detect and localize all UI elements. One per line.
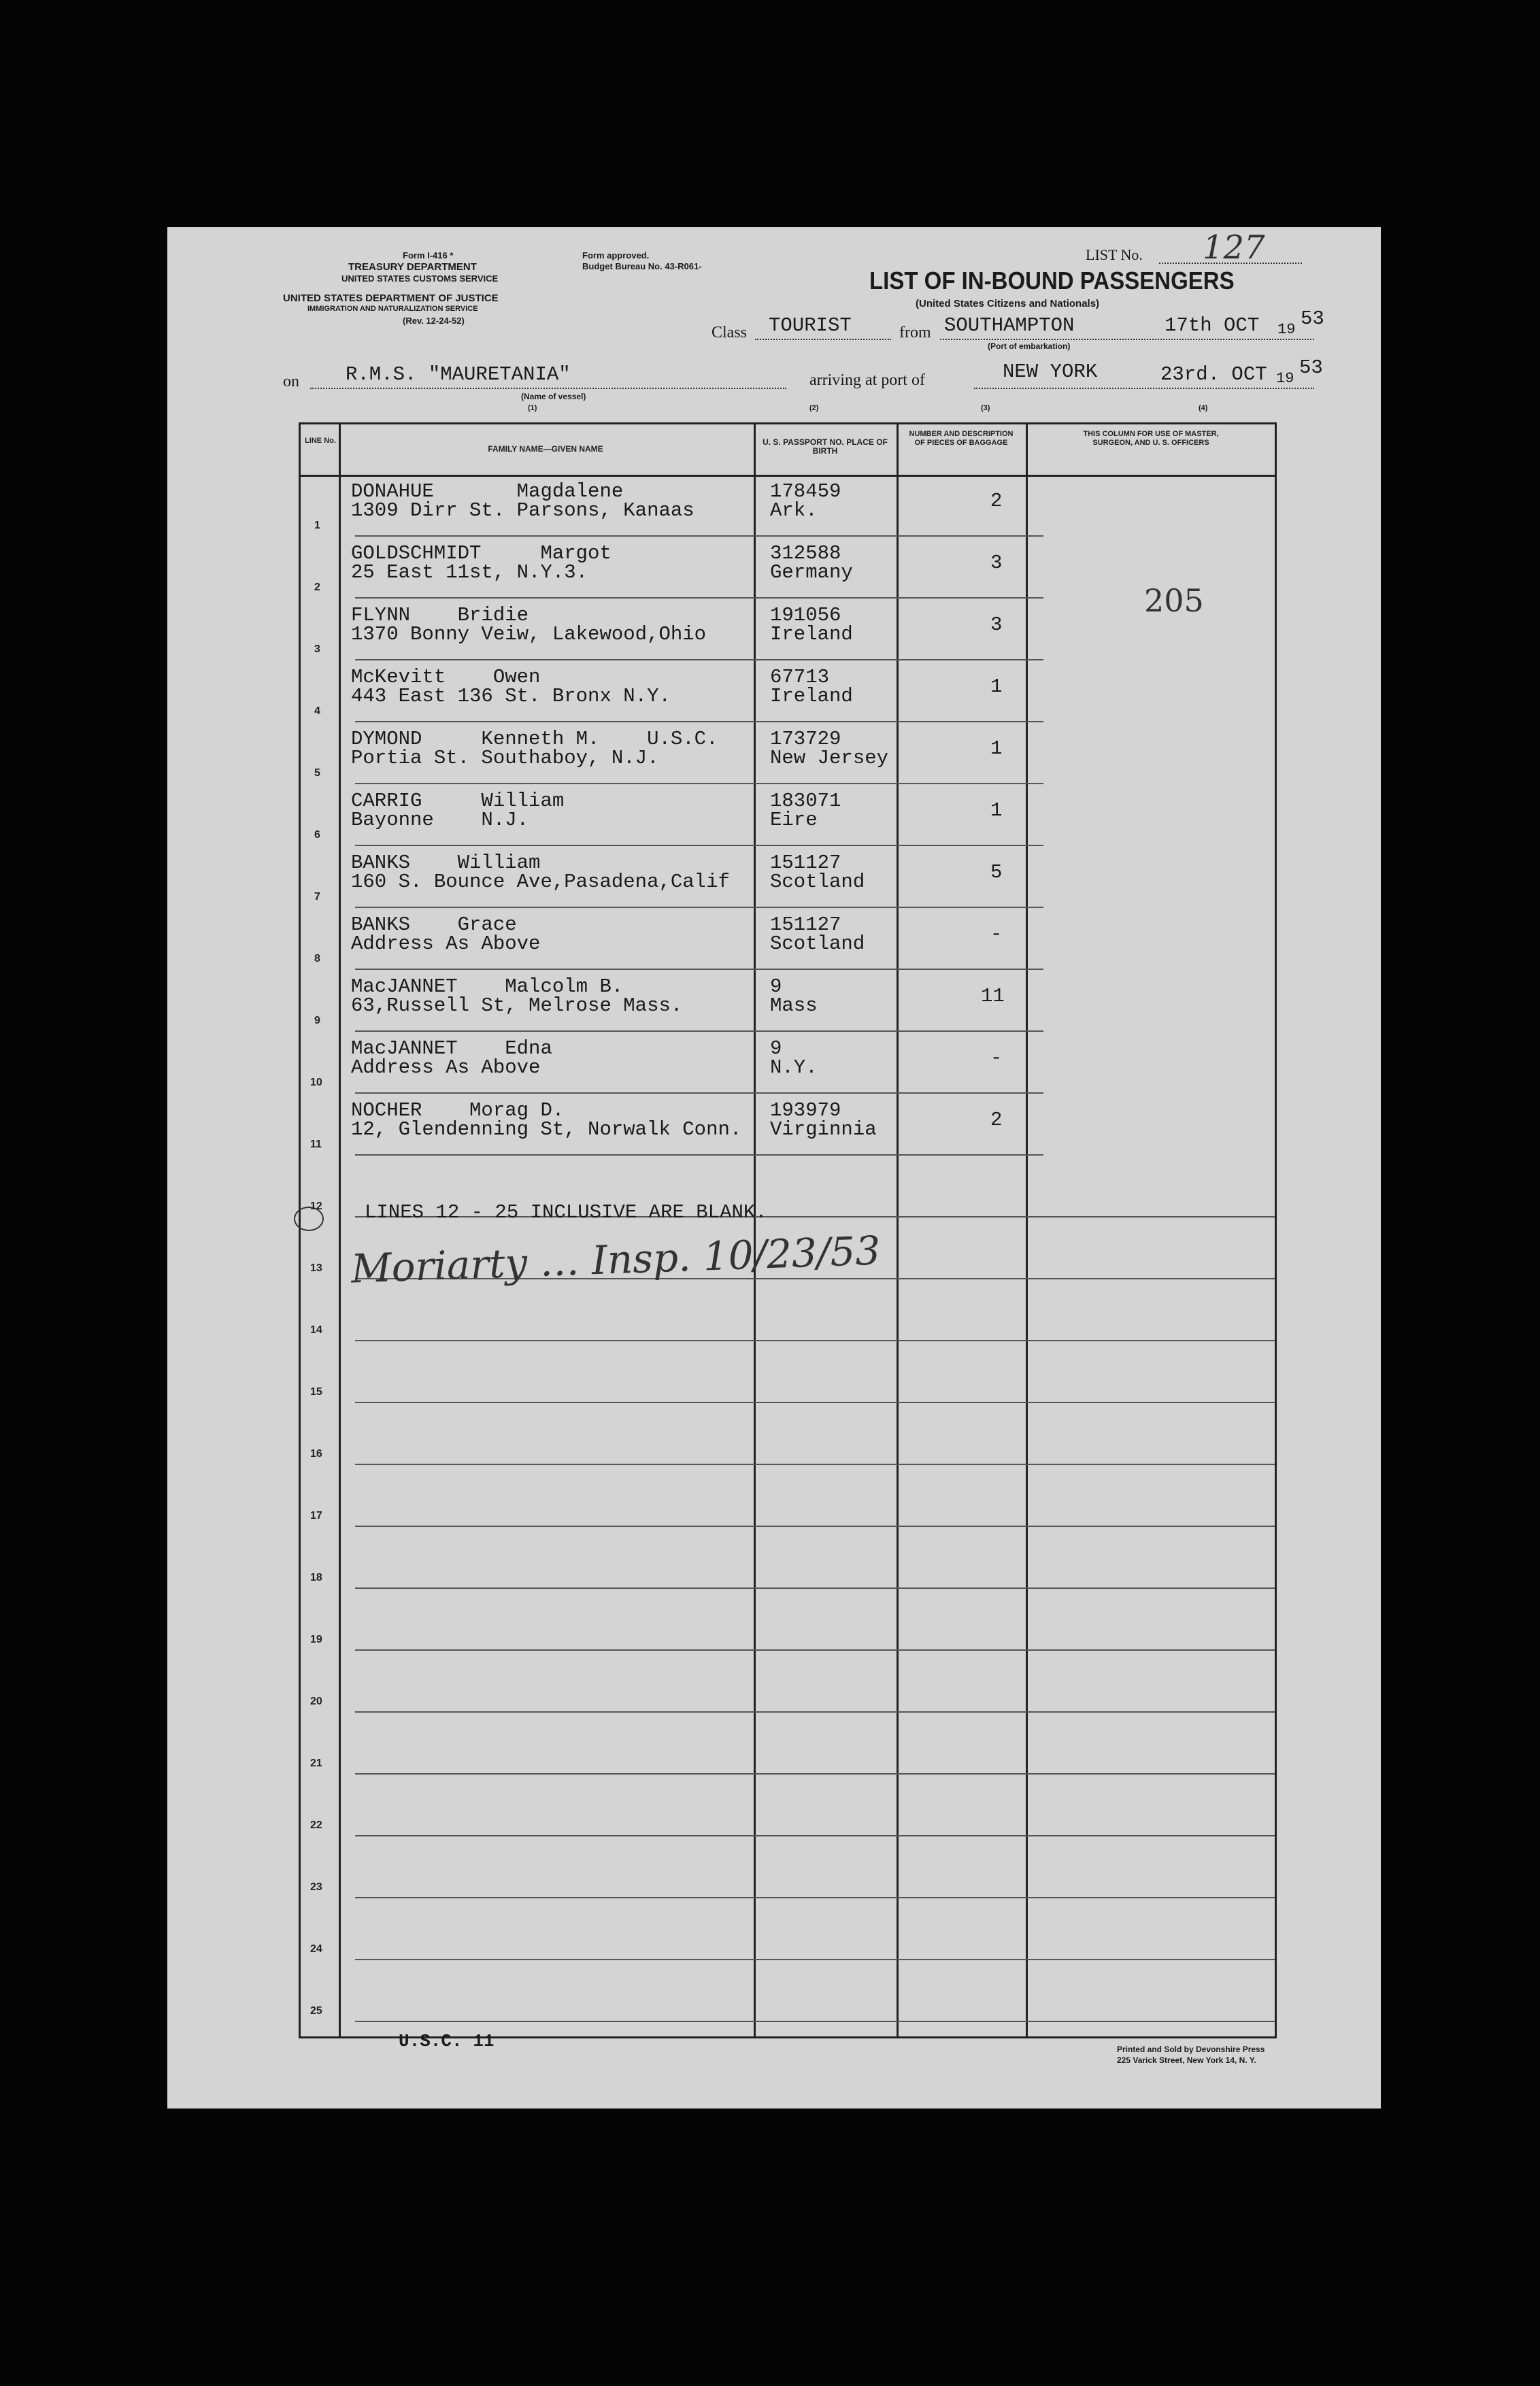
line-number: 20: [310, 1696, 322, 1707]
port-embark-caption: (Port of embarkation): [988, 341, 1071, 351]
row-rule: [355, 1959, 1275, 1960]
col-header-passport: U. S. PASSPORT NO. PLACE OF BIRTH: [763, 437, 888, 456]
budget-bureau: Budget Bureau No. 43-R061-: [582, 261, 702, 271]
ins-service: IMMIGRATION AND NATURALIZATION SERVICE: [307, 305, 478, 313]
line-number: 13: [310, 1262, 322, 1274]
vessel-name: R.M.S. "MAURETANIA": [346, 363, 571, 386]
place-of-birth: Scotland: [770, 932, 865, 955]
line-number: 23: [310, 1881, 322, 1893]
passenger-address: Portia St. Southaboy, N.J.: [351, 747, 659, 769]
line-12-circle: [294, 1207, 324, 1231]
passenger-name: McKevitt Owen: [351, 666, 541, 688]
row-rule: [355, 535, 1043, 537]
passenger-name: MacJANNET Malcolm B.: [351, 975, 624, 998]
passenger-name: DONAHUE Magdalene: [351, 480, 624, 503]
row-rule: [355, 969, 1043, 970]
row-rule: [355, 1711, 1275, 1713]
row-rule: [355, 1649, 1275, 1651]
class-line: [755, 339, 891, 340]
line-number: 14: [310, 1324, 322, 1336]
form-subtitle: (United States Citizens and Nationals): [916, 298, 1100, 309]
class-label: Class: [712, 324, 748, 341]
line-number: 4: [314, 705, 320, 717]
revision-date: (Rev. 12-24-52): [403, 316, 465, 326]
passenger-name: NOCHER Morag D.: [351, 1099, 565, 1122]
place-of-birth: Ireland: [770, 623, 853, 645]
inspector-signature: Moriarty … Insp. 10/23/53: [350, 1227, 882, 1292]
from-label: from: [899, 324, 931, 341]
line-number: 9: [314, 1015, 320, 1026]
passenger-address: 63,Russell St, Melrose Mass.: [351, 994, 683, 1017]
printer-line-1: Printed and Sold by Devonshire Press: [1117, 2045, 1265, 2054]
class-value: TOURIST: [769, 314, 852, 337]
place-of-birth: N.Y.: [770, 1056, 818, 1079]
row-rule: [355, 1835, 1275, 1836]
row-rule: [355, 907, 1043, 908]
column-divider: [339, 424, 341, 2036]
caption-3: (3): [981, 404, 990, 412]
passenger-address: Bayonne N.J.: [351, 809, 529, 831]
passport-number: 9: [770, 975, 782, 998]
baggage-count: 5: [990, 861, 1003, 884]
line-number: 19: [310, 1634, 322, 1645]
printer-line-2: 225 Varick Street, New York 14, N. Y.: [1117, 2055, 1256, 2065]
line-number: 5: [314, 767, 320, 779]
row-rule: [355, 1092, 1043, 1094]
blank-lines-note: LINES 12 - 25 INCLUSIVE ARE BLANK.: [365, 1201, 767, 1224]
row-rule: [355, 1030, 1043, 1032]
column-divider: [1026, 424, 1028, 2036]
passenger-name: BANKS Grace: [351, 913, 517, 936]
justice-dept: UNITED STATES DEPARTMENT OF JUSTICE: [283, 292, 499, 304]
line-number: 7: [314, 891, 320, 903]
place-of-birth: Scotland: [770, 871, 865, 893]
passport-number: 67713: [770, 666, 830, 688]
row-rule: [355, 1402, 1275, 1403]
passenger-list-sheet: [167, 227, 1381, 2108]
row-rule: [355, 783, 1043, 784]
passenger-name: DYMOND Kenneth M. U.S.C.: [351, 728, 718, 750]
passenger-name: GOLDSCHMIDT Margot: [351, 542, 612, 565]
place-of-birth: Eire: [770, 809, 818, 831]
passenger-name: MacJANNET Edna: [351, 1037, 552, 1060]
passport-number: 178459: [770, 480, 841, 503]
passenger-name: FLYNN Bridie: [351, 604, 529, 626]
row-rule: [355, 1587, 1275, 1589]
line-number: 3: [314, 643, 320, 655]
form-title: LIST OF IN-BOUND PASSENGERS: [869, 267, 1235, 295]
baggage-count: 1: [990, 737, 1003, 760]
col-header-baggage: NUMBER AND DESCRIPTION OF PIECES OF BAGGAGE: [909, 430, 1014, 447]
baggage-count: 2: [990, 1109, 1003, 1131]
row-rule: [355, 2021, 1275, 2022]
baggage-count: 1: [990, 799, 1003, 822]
place-of-birth: Ireland: [770, 685, 853, 707]
baggage-count: -: [990, 923, 1003, 945]
passport-number: 193979: [770, 1099, 841, 1122]
row-rule: [355, 845, 1043, 846]
passenger-address: 1370 Bonny Veiw, Lakewood,Ohio: [351, 623, 707, 645]
row-rule: [355, 1340, 1275, 1341]
passenger-address: 25 East 11st, N.Y.3.: [351, 561, 588, 584]
treasury-dept: TREASURY DEPARTMENT: [348, 261, 477, 273]
caption-4: (4): [1199, 404, 1208, 412]
embark-port: SOUTHAMPTON: [944, 314, 1075, 337]
depart-date: 17th OCT: [1165, 314, 1260, 337]
place-of-birth: Germany: [770, 561, 853, 584]
passport-number: 191056: [770, 604, 841, 626]
arrival-port: NEW YORK: [1003, 360, 1098, 383]
arrival-line: [974, 388, 1314, 389]
line-number: 15: [310, 1386, 322, 1398]
line-number: 22: [310, 1819, 322, 1831]
baggage-count: -: [990, 1047, 1003, 1069]
passport-number: 183071: [770, 790, 841, 812]
place-of-birth: Virginnia: [770, 1118, 877, 1141]
row-rule: [355, 1464, 1275, 1465]
customs-service: UNITED STATES CUSTOMS SERVICE: [341, 273, 499, 284]
column-divider: [897, 424, 899, 2036]
passenger-address: Address As Above: [351, 932, 541, 955]
header-underline: [301, 475, 1275, 477]
footer-form-code: U.S.C. 11: [399, 2031, 495, 2051]
passenger-name: CARRIG William: [351, 790, 565, 812]
line-number: 8: [314, 953, 320, 964]
form-number: Form I-416 *: [403, 250, 454, 261]
form-approved: Form approved.: [582, 250, 650, 261]
arriving-label: arriving at port of: [809, 371, 925, 389]
passport-number: 9: [770, 1037, 782, 1060]
line-number: 10: [310, 1077, 322, 1088]
list-no-label: LIST No.: [1086, 246, 1143, 263]
on-label: on: [283, 373, 299, 390]
line-number: 24: [310, 1943, 322, 1955]
line-number: 6: [314, 829, 320, 841]
vessel-line: [310, 388, 786, 389]
passenger-name: BANKS William: [351, 852, 541, 874]
passport-number: 173729: [770, 728, 841, 750]
line-number: 25: [310, 2005, 322, 2017]
row-rule: [355, 1773, 1275, 1775]
arrival-year: 53: [1299, 356, 1323, 379]
passenger-address: 160 S. Bounce Ave,Pasadena,Calif: [351, 871, 730, 893]
passport-number: 312588: [770, 542, 841, 565]
vessel-caption: (Name of vessel): [521, 392, 586, 401]
col-header-officers: THIS COLUMN FOR USE OF MASTER, SURGEON, AND U. S. OFFICERS: [1083, 430, 1219, 447]
passenger-address: 12, Glendenning St, Norwalk Conn.: [351, 1118, 742, 1141]
row-rule: [355, 721, 1043, 722]
arrival-year-prefix: 19: [1276, 370, 1294, 387]
from-line: [940, 339, 1314, 340]
row-rule: [355, 1526, 1275, 1527]
list-no-value: 127: [1203, 229, 1265, 267]
officer-count: 205: [1144, 582, 1204, 619]
passenger-address: 1309 Dirr St. Parsons, Kanaas: [351, 499, 694, 522]
place-of-birth: Mass: [770, 994, 818, 1017]
baggage-count: 2: [990, 490, 1003, 512]
line-number: 2: [314, 582, 320, 593]
place-of-birth: Ark.: [770, 499, 818, 522]
column-divider: [754, 424, 756, 2036]
depart-year-prefix: 19: [1277, 321, 1296, 338]
baggage-count: 3: [990, 552, 1003, 574]
caption-1: (1): [528, 404, 537, 412]
line-number: 16: [310, 1448, 322, 1460]
baggage-count: 1: [990, 675, 1003, 698]
line-number: 1: [314, 520, 320, 531]
line-number: 18: [310, 1572, 322, 1583]
place-of-birth: New Jersey: [770, 747, 889, 769]
row-rule: [355, 1897, 1275, 1898]
line-number: 21: [310, 1758, 322, 1769]
depart-year: 53: [1301, 307, 1324, 330]
passport-number: 151127: [770, 852, 841, 874]
line-number: 17: [310, 1510, 322, 1522]
baggage-count: 11: [981, 985, 1005, 1007]
passport-number: 151127: [770, 913, 841, 936]
arrival-date: 23rd. OCT: [1160, 363, 1267, 386]
col-header-name: FAMILY NAME—GIVEN NAME: [488, 444, 603, 454]
baggage-count: 3: [990, 614, 1003, 636]
passenger-address: Address As Above: [351, 1056, 541, 1079]
passenger-address: 443 East 136 St. Bronx N.Y.: [351, 685, 671, 707]
caption-2: (2): [809, 404, 819, 412]
row-rule: [355, 1154, 1043, 1156]
row-rule: [355, 597, 1043, 599]
line-number: 12: [310, 1200, 322, 1212]
col-header-line-no: LINE No.: [305, 437, 336, 445]
row-rule: [355, 659, 1043, 660]
line-number: 11: [310, 1139, 322, 1150]
